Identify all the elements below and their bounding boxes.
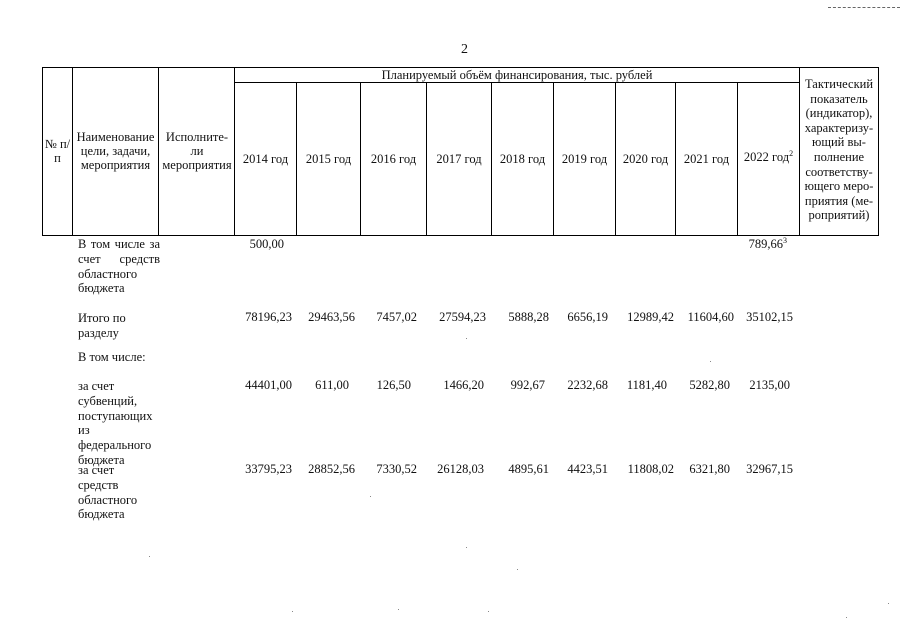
row4-2020-value: 11808,02 bbox=[627, 462, 674, 476]
row3-2018-value: 992,67 bbox=[510, 378, 545, 392]
header-col-name: Наименование цели, задачи, мероприятия bbox=[76, 130, 155, 172]
row-label-including: В том числе: bbox=[78, 350, 146, 364]
row3-2014-value: 44401,00 bbox=[245, 378, 292, 392]
row3-2016-value: 126,50 bbox=[376, 378, 411, 392]
row1-2016-value: 7457,02 bbox=[376, 310, 417, 324]
row4-2018-value: 4895,61 bbox=[508, 462, 549, 476]
header-funding-title: Планируемый объём финансирования, тыс. рублей bbox=[381, 68, 653, 82]
row4-2019-value: 4423,51 bbox=[567, 462, 608, 476]
row1-2014-value: 78196,23 bbox=[245, 310, 292, 324]
header-year-2019: 2019 год bbox=[561, 152, 608, 166]
row3-2019-value: 2232,68 bbox=[567, 378, 608, 392]
row4-2015-value: 28852,56 bbox=[308, 462, 355, 476]
row1-2017-value: 27594,23 bbox=[439, 310, 486, 324]
row4-2021-value: 6321,80 bbox=[689, 462, 730, 476]
header-year-2016: 2016 год bbox=[370, 152, 417, 166]
row3-2021-value: 5282,80 bbox=[689, 378, 730, 392]
header-col-num: № п/п bbox=[44, 137, 71, 165]
row3-2022-value: 2135,00 bbox=[749, 378, 790, 392]
row4-2017-value: 26128,03 bbox=[437, 462, 484, 476]
header-year-2014: 2014 год bbox=[242, 152, 289, 166]
row3-2015-value: 611,00 bbox=[315, 378, 349, 392]
header-indicator: Тактический показатель (индикатор), характеризу-ющий вы-полнение соответству-ющего меро-приятия (ме-роприятий) bbox=[804, 77, 874, 223]
row4-2022-value: 32967,15 bbox=[746, 462, 793, 476]
header-col-executors: Исполните-ли мероприятия bbox=[162, 130, 232, 172]
header-year-2020: 2020 год bbox=[622, 152, 669, 166]
row-label-section-total: Итого по разделу bbox=[78, 311, 126, 340]
header-year-2017: 2017 год bbox=[436, 152, 482, 166]
header-year-2015: 2015 год bbox=[305, 152, 352, 166]
row-label-federal-subventions: за счет субвенций, поступающих из федерального бюджета bbox=[78, 379, 153, 467]
row1-2018-value: 5888,28 bbox=[508, 310, 549, 324]
row1-2015-value: 29463,56 bbox=[308, 310, 355, 324]
top-edge-line bbox=[828, 7, 900, 8]
row0-2014-value: 500,00 bbox=[249, 237, 284, 251]
row1-2019-value: 6656,19 bbox=[567, 310, 608, 324]
header-year-2022: 2022 год$^2$ bbox=[743, 148, 794, 164]
page-number: 2 bbox=[461, 42, 468, 57]
row3-2017-value: 1466,20 bbox=[443, 378, 484, 392]
row4-2016-value: 7330,52 bbox=[376, 462, 417, 476]
header-year-2018: 2018 год bbox=[499, 152, 546, 166]
row1-2020-value: 12989,42 bbox=[627, 310, 674, 324]
row0-2022-value: 789,66$^3$ bbox=[748, 235, 787, 251]
row1-2021-value: 11604,60 bbox=[687, 310, 734, 324]
row1-2022-value: 35102,15 bbox=[746, 310, 793, 324]
row3-2020-value: 1181,40 bbox=[626, 378, 667, 392]
row4-2014-value: 33795,23 bbox=[245, 462, 292, 476]
header-year-2021: 2021 год bbox=[683, 152, 730, 166]
row-label-regional-budget: за счет средств областного бюджета bbox=[78, 463, 138, 522]
row-label-regional-budget-incl: В том числе за счет средств областного бюджета bbox=[78, 237, 160, 296]
